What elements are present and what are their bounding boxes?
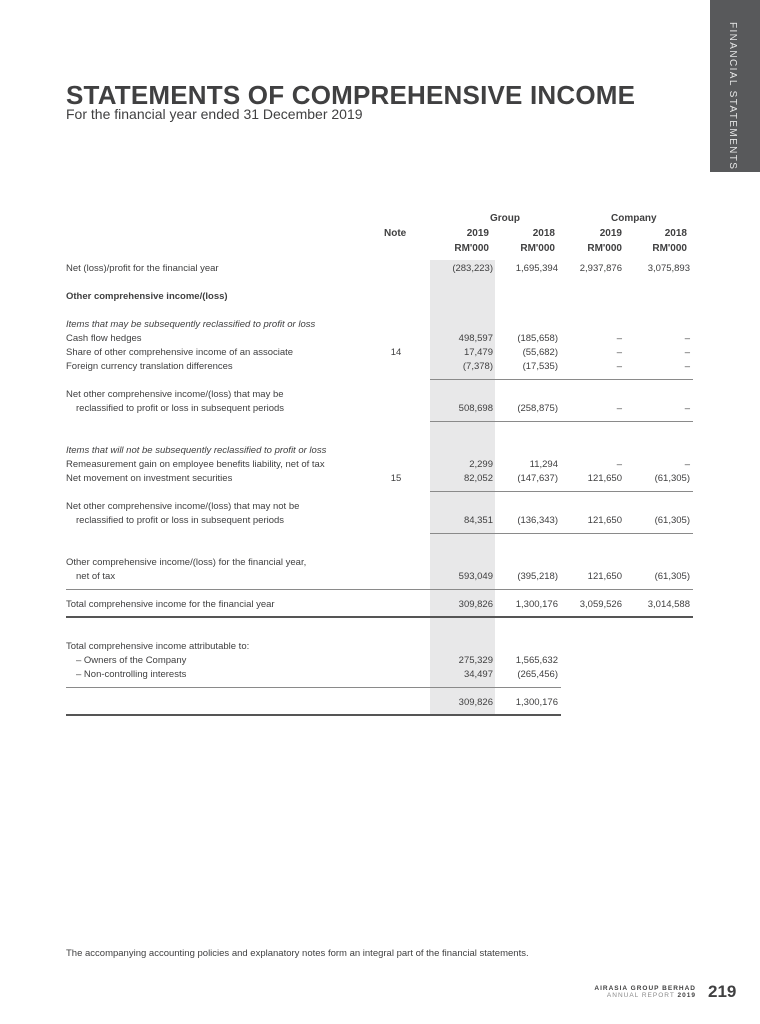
value-group-2018: 1,565,632 [515,655,558,666]
value-company-2019: 2,937,876 [579,263,622,274]
value-company-2019: 121,650 [587,571,622,582]
subtotal-rule [430,533,693,534]
row-label: Cash flow hedges [66,333,142,344]
table-row [66,570,693,584]
section-tab [710,0,760,172]
table-row [66,458,693,472]
year-header-group-2018: 2018 [532,228,555,239]
row-label: Total comprehensive income for the financial year [66,599,275,610]
table-row [66,696,693,710]
value-group-2019: 508,698 [458,403,493,414]
value-group-2018: 1,695,394 [515,263,558,274]
table-row [66,290,693,304]
value-company-2019: – [616,361,622,372]
table-row [66,318,693,332]
value-group-2019: 17,479 [463,347,493,358]
row-rule [66,687,561,688]
row-label: reclassified to profit or loss in subsequent periods [76,403,285,414]
subtotal-rule [430,421,693,422]
row-label: Net other comprehensive income/(loss) that may be [66,389,284,400]
note-ref: 14 [390,347,402,358]
value-group-2019: 309,826 [458,599,493,610]
value-group-2019: 498,597 [458,333,493,344]
row-rule [66,589,693,590]
value-group-2019: 34,497 [463,669,493,680]
page-subtitle: For the financial year ended 31 December 2019 [66,106,363,122]
row-label: Total comprehensive income attributable to: [66,641,250,652]
table-row [66,346,693,360]
table-row [66,360,693,374]
value-company-2018: – [684,361,690,372]
value-group-2018: (147,637) [517,473,558,484]
table-row [66,262,693,276]
row-label: Net movement on investment securities [66,473,233,484]
row-label: Foreign currency translation differences [66,361,233,372]
value-company-2018: – [684,333,690,344]
table-row [66,472,693,486]
row-label: Net (loss)/profit for the financial year [66,263,219,274]
footer-brand [560,985,696,999]
table-row [66,556,693,570]
value-group-2018: 1,300,176 [515,697,558,708]
subtotal-rule [430,379,693,380]
value-group-2019: 2,299 [469,459,493,470]
footer-report-year: 2019 [677,992,696,999]
row-label: reclassified to profit or loss in subsequent periods [76,515,285,526]
value-group-2019: 84,351 [463,515,493,526]
value-company-2019: 121,650 [587,473,622,484]
unit-header-company-2018: RM'000 [652,243,687,254]
table-row [66,332,693,346]
page-number: 219 [708,982,737,1001]
value-company-2019: – [616,403,622,414]
footnote: The accompanying accounting policies and explanatory notes form an integral part of the financial statements. [66,948,529,959]
year-header-company-2019: 2019 [599,228,622,239]
value-company-2018: (61,305) [654,515,690,526]
value-group-2018: 11,294 [529,459,558,470]
row-label: Share of other comprehensive income of an associate [66,347,294,358]
year-header-company-2018: 2018 [664,228,687,239]
subsection-heading: Items that will not be subsequently reclassified to profit or loss [66,445,327,456]
table-row [66,668,693,682]
table-row [66,388,693,402]
value-group-2019: 275,329 [458,655,493,666]
value-company-2019: 121,650 [587,515,622,526]
value-group-2019: (283,223) [452,263,493,274]
value-group-2018: (55,682) [522,347,558,358]
row-label: – Owners of the Company [76,655,187,666]
row-label: Net other comprehensive income/(loss) that may not be [66,501,300,512]
table-row [66,514,693,528]
value-group-2018: (136,343) [517,515,558,526]
footer-report [560,992,696,999]
note-header: Note [384,228,407,239]
value-group-2018: (17,535) [522,361,558,372]
table-row [66,640,693,654]
subtotal-rule [430,491,693,492]
page-title: STATEMENTS OF COMPREHENSIVE INCOME [66,80,636,110]
row-label: net of tax [76,571,116,582]
table-row [66,654,693,668]
footer-company: AIRASIA GROUP BERHAD [594,985,696,992]
value-company-2018: (61,305) [654,571,690,582]
table-row [66,598,693,612]
table-row [66,444,693,458]
value-group-2019: 309,826 [458,697,493,708]
subsection-heading: Items that may be subsequently reclassified to profit or loss [66,319,316,330]
value-company-2018: – [684,403,690,414]
section-tab-label: FINANCIAL STATEMENTS [727,22,738,171]
value-company-2018: 3,075,893 [647,263,690,274]
value-company-2018: (61,305) [654,473,690,484]
table-row [66,500,693,514]
value-company-2018: 3,014,588 [647,599,690,610]
value-company-2018: – [684,459,690,470]
unit-header-group-2018: RM'000 [520,243,555,254]
value-group-2019: 593,049 [458,571,493,582]
unit-header-group-2019: RM'000 [454,243,489,254]
footer-report-label: ANNUAL REPORT [606,992,675,999]
value-company-2019: – [616,459,622,470]
value-group-2019: 82,052 [463,473,493,484]
section-heading: Other comprehensive income/(loss) [66,291,228,302]
table-row [66,402,693,416]
note-ref: 15 [390,473,402,484]
row-label: Remeasurement gain on employee benefits liability, net of tax [66,459,325,470]
value-company-2019: – [616,333,622,344]
total-rule [66,714,561,716]
value-group-2018: (258,875) [517,403,558,414]
value-company-2019: 3,059,526 [579,599,622,610]
value-group-2019: (7,378) [462,361,493,372]
value-group-2018: (265,456) [517,669,558,680]
total-rule [66,616,693,618]
group-header: Group [490,213,520,224]
row-label: Other comprehensive income/(loss) for the financial year, [66,557,307,568]
unit-header-company-2019: RM'000 [587,243,622,254]
row-label: – Non-controlling interests [76,669,187,680]
value-company-2019: – [616,347,622,358]
year-header-group-2019: 2019 [466,228,489,239]
value-group-2018: (395,218) [517,571,558,582]
value-group-2018: (185,658) [517,333,558,344]
value-group-2018: 1,300,176 [515,599,558,610]
company-header: Company [611,213,657,224]
value-company-2018: – [684,347,690,358]
